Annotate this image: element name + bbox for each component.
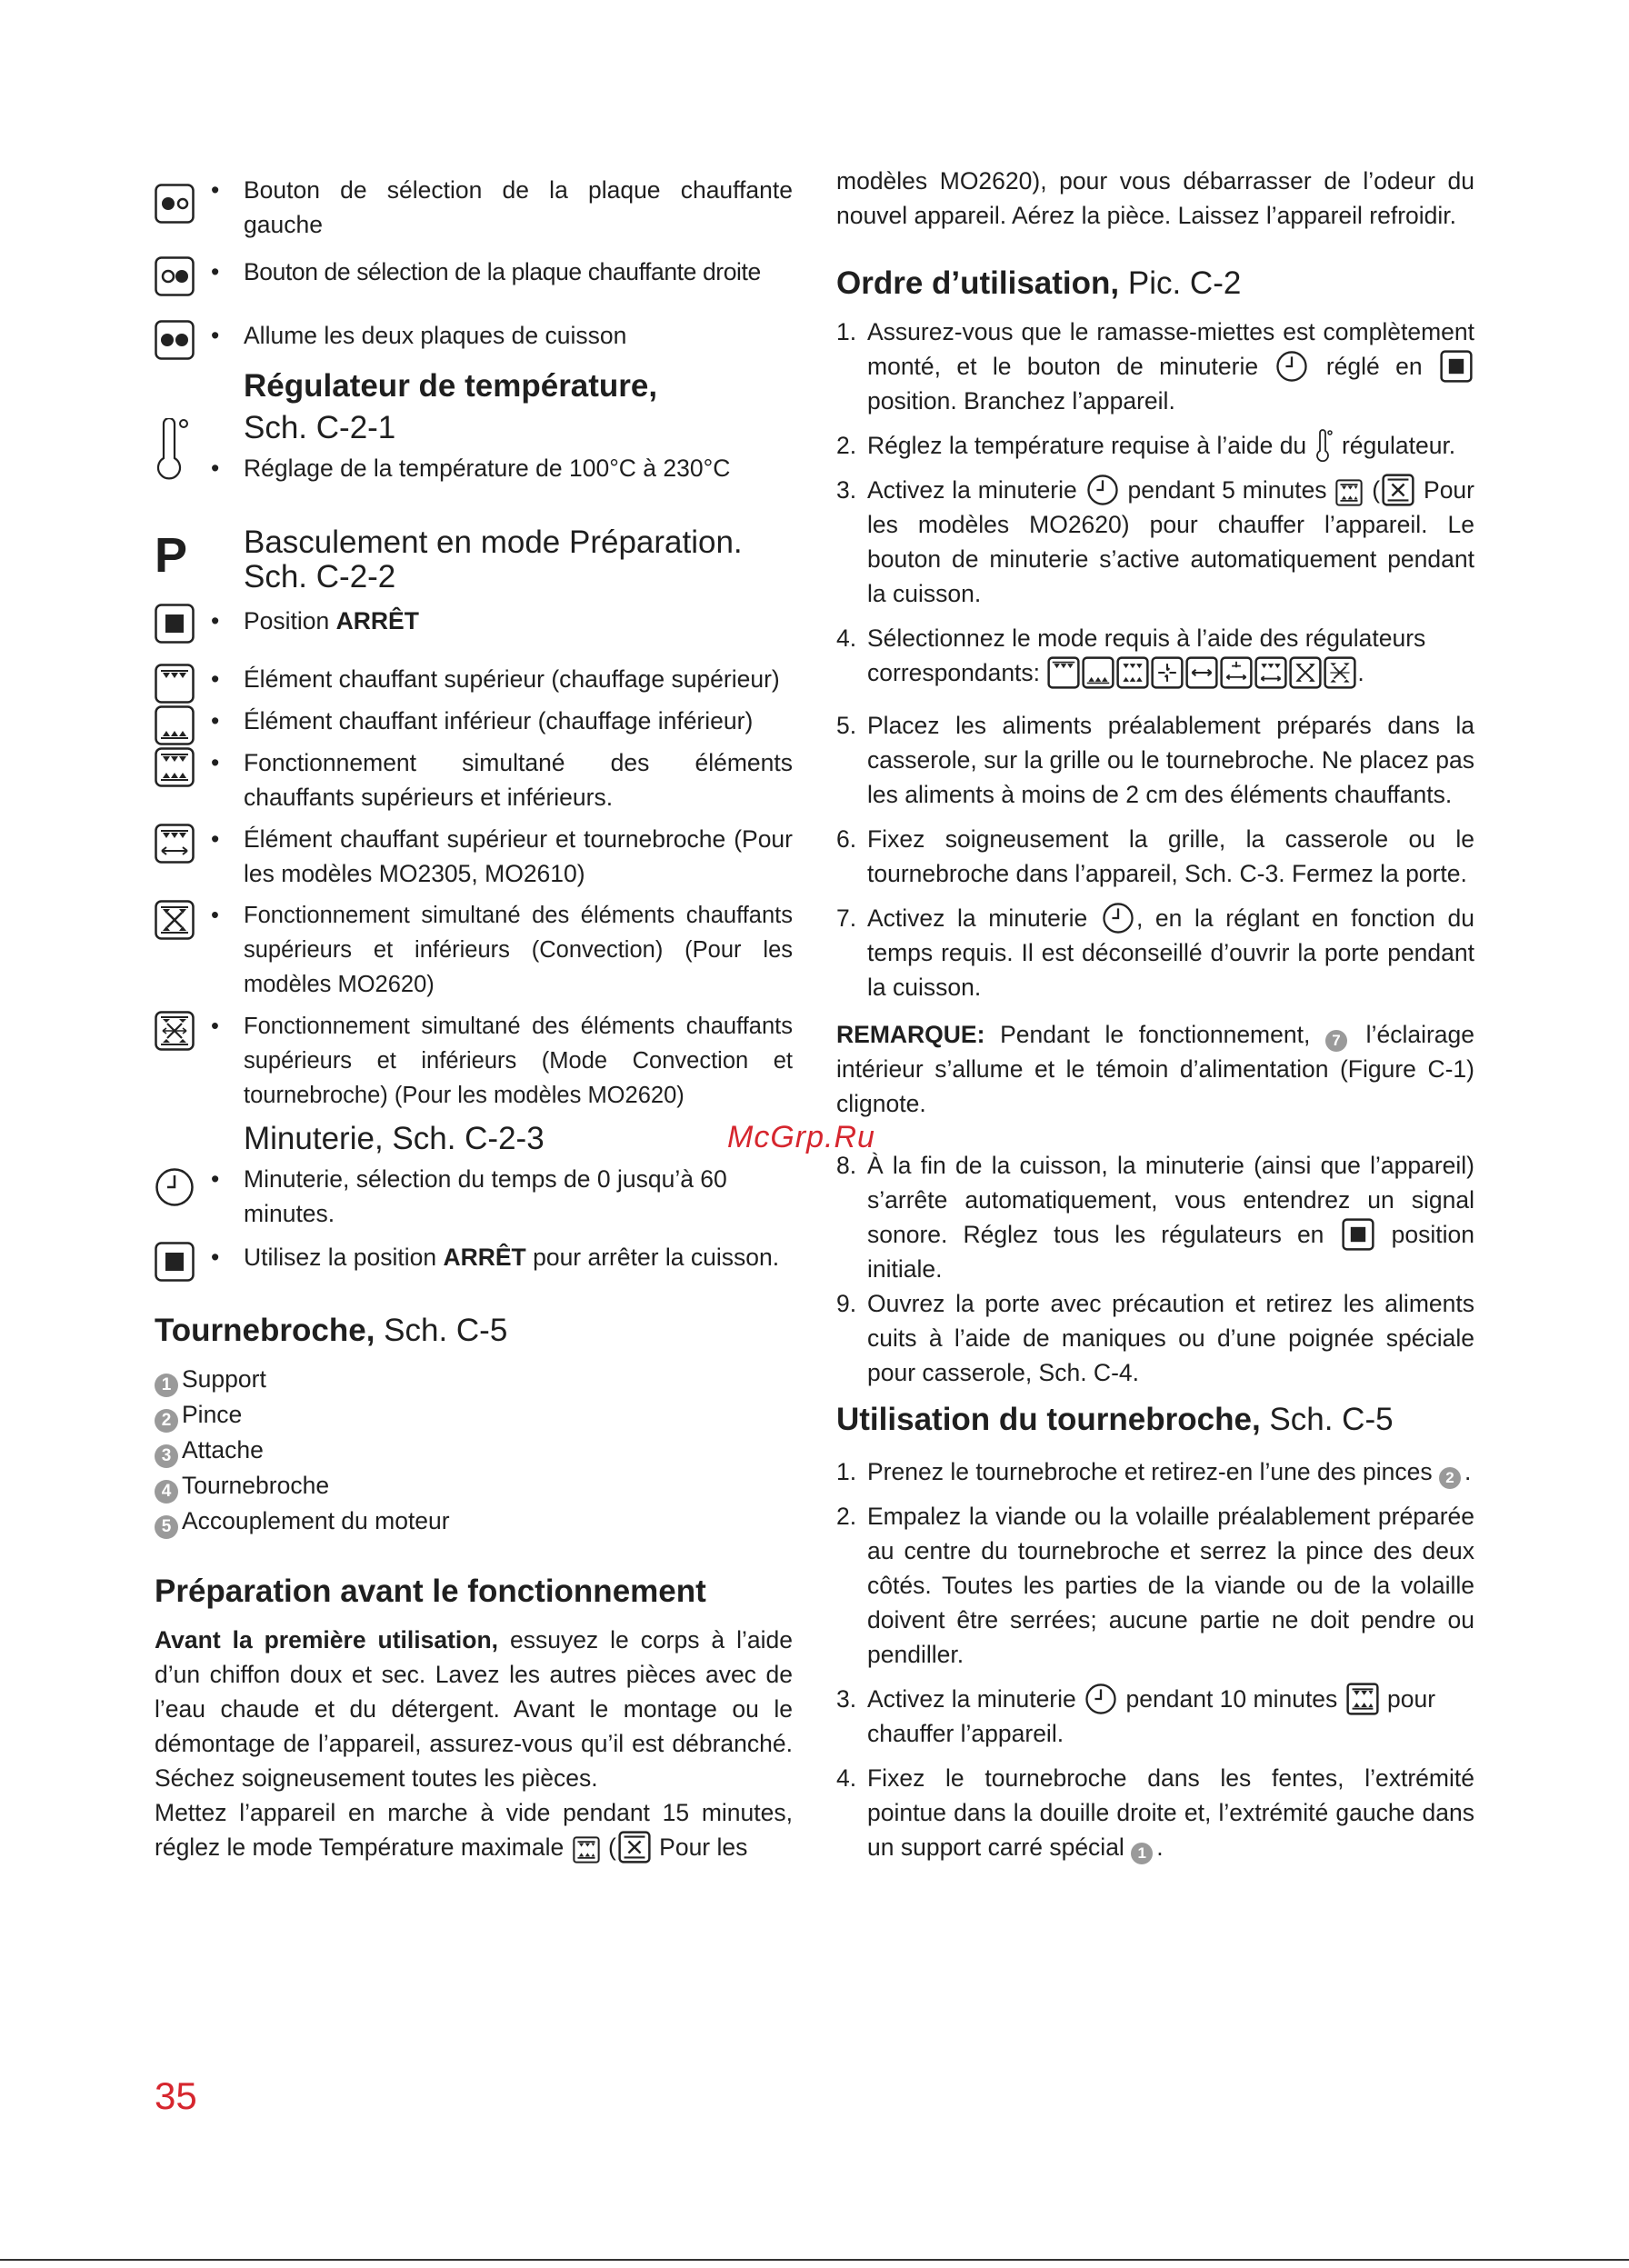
preparation-paragraph-2: Mettez l’appareil en marche à vide pendant 15 minutes, réglez le mode Température maximale ( Pour les — [155, 1795, 793, 1864]
watermark: McGrp.Ru — [727, 1120, 875, 1154]
hotplate-left-item: • Bouton de sélection de la plaque chauffante gauche — [155, 173, 793, 242]
top-bottom-heat-icon — [155, 747, 195, 787]
thermometer-icon — [1315, 429, 1334, 462]
mode-item-top-bottom: • Fonctionnement simultané des éléments chauffants supérieurs et inférieurs. — [155, 745, 793, 814]
mode-item-bottom-heat: • Élément chauffant inférieur (chauffage inférieur) — [155, 704, 793, 738]
rotisserie-steps-list — [836, 1454, 1474, 1864]
list-item: 9. Ouvrez la porte avec précaution et retirez les aliments cuits à l’aide de maniques ou d’une poignée spéciale pour casserole, Sch. C-4. — [836, 1290, 1474, 1386]
timer-heading: Minuterie, Sch. C-2-3 — [244, 1121, 545, 1156]
mode-item-top-rotisserie: • Élément chauffant supérieur et tournebroche (Pour les modèles MO2305, MO2610) — [155, 822, 793, 891]
convection-icon — [1288, 656, 1323, 689]
timer-icon — [1086, 474, 1119, 506]
hotplate-right-text: Bouton de sélection de la plaque chauffante droite — [244, 258, 761, 285]
note-paragraph: REMARQUE: Pendant le fonctionnement, 7 l’éclairage intérieur s’allume et le témoin d’alimentation (Figure C-1) clignote. — [836, 1021, 1474, 1117]
preparation-heading: Préparation avant le fonctionnement — [155, 1574, 706, 1609]
mode-item-convection-rotisserie: • Fonctionnement simultané des éléments chauffants supérieurs et inférieurs (Mode Convection et tournebroche) (Pour les modèles MO2620) — [155, 1009, 793, 1113]
rotisserie-icon — [1184, 656, 1219, 689]
mode-heading-ref: Sch. C-2-2 — [244, 559, 396, 594]
fan-icon — [1150, 656, 1184, 689]
list-item: 3. Activez la minuterie pendant 10 minutes pour chauffer l’appareil. — [836, 1682, 1474, 1751]
page-number: 35 — [155, 2074, 197, 2117]
order-heading: Ordre d’utilisation, Pic. C-2 — [836, 265, 1242, 301]
left-hotplate-icon — [155, 184, 195, 224]
off-position-icon — [155, 604, 195, 644]
list-item: 4 Tournebroche — [155, 1468, 793, 1504]
convection-icon — [618, 1831, 651, 1863]
list-item: 1. Assurez-vous que le ramasse-miettes est complètement monté, et le bouton de minuterie réglé en position. Branchez l’appareil. — [836, 318, 1474, 415]
hotplate-left-text: Bouton de sélection de la plaque chauffante gauche — [244, 176, 793, 238]
convection-icon — [155, 900, 195, 940]
list-item: 7. Activez la minuterie , en la réglant en fonction du temps requis. Il est déconseillé d’ouvrir la porte pendant la cuisson. — [836, 901, 1474, 1004]
mode-p-letter: P — [155, 528, 188, 583]
list-item: 4. Fixez le tournebroche dans les fentes, l’extrémité pointue dans la douille droite et, l’extrémité gauche dans un support carré spécial 1 . — [836, 1761, 1474, 1864]
rotisserie-heading: Tournebroche, Sch. C-5 — [155, 1313, 508, 1348]
timer-icon — [1084, 1683, 1117, 1715]
list-item: 2. Empalez la viande ou la volaille préalablement préparée au centre du tournebroche et serrez la pince des deux côtés. Toutes les parties de la viande ou de la volaille doivent être serrées; aucune partie ne doit pendre ou pendiller. — [836, 1503, 1474, 1668]
timer-icon — [1275, 350, 1308, 383]
convection-rotisserie-icon — [1323, 656, 1357, 689]
list-item: 1 Support — [155, 1362, 793, 1397]
top-heat-icon — [1046, 656, 1081, 689]
top-bottom-heat-icon — [1346, 1683, 1379, 1715]
timer-section — [155, 1118, 793, 1160]
mode-off-item: • Position ARRÊT — [155, 604, 793, 638]
off-position-icon — [1342, 1218, 1374, 1251]
list-item: 6. Fixez soigneusement la grille, la casserole ou le tournebroche dans l’appareil, Sch. C-3. Fermez la porte. — [836, 825, 1474, 887]
fan-rotisserie-icon — [1219, 656, 1254, 689]
mode-item-top-heat: • Élément chauffant supérieur (chauffage supérieur) — [155, 662, 793, 696]
left-column — [155, 173, 793, 1864]
timer-off-item: • Utilisez la position ARRÊT pour arrêter la cuisson. — [155, 1240, 793, 1274]
top-heat-icon — [155, 664, 195, 704]
timer-icon — [1102, 902, 1134, 934]
mode-heading: Basculement en mode Préparation. — [244, 525, 743, 560]
rotisserie-use-heading: Utilisation du tournebroche, Sch. C-5 — [836, 1402, 1394, 1437]
both-hotplates-item: • Allume les deux plaques de cuisson — [155, 318, 793, 353]
off-position-icon — [155, 1242, 195, 1282]
list-item: 2. Réglez la température requise à l’aide du régulateur. — [836, 428, 1474, 463]
preparation-paragraph: Avant la première utilisation, essuyez le corps à l’aide d’un chiffon doux et sec. Lavez les autres pièces avec de l’eau chaude et du détergent. Avant le montage ou le démontage de l’appareil, assurez-vous qu’il est débranché. Séchez soigneusement toutes les pièces. — [155, 1626, 793, 1792]
temperature-range-text: Réglage de la température de 100°C à 230°C — [244, 455, 731, 482]
both-hotplates-icon — [155, 320, 195, 360]
intro-continuation: modèles MO2620), pour vous débarrasser de l’odeur du nouvel appareil. Aérez la pièce. Laissez l’appareil refroidir. — [836, 167, 1474, 229]
bottom-rule — [0, 2259, 1629, 2261]
list-item: 5. Placez les aliments préalablement préparés dans la casserole, sur la grille ou le tournebroche. Ne placez pas les aliments à moins de 2 cm des éléments chauffants. — [836, 712, 1474, 808]
list-item: 3 Attache — [155, 1433, 793, 1468]
temperature-heading-ref: Sch. C-2-1 — [244, 410, 396, 445]
order-steps-list — [836, 315, 1474, 1004]
list-item: 5 Accouplement du moteur — [155, 1504, 793, 1539]
mode-icons-row — [1046, 656, 1357, 698]
both-hotplates-text: Allume les deux plaques de cuisson — [244, 322, 627, 349]
list-item: 4. Sélectionnez le mode requis à l’aide des régulateurs correspondants: . — [836, 621, 1474, 698]
mode-section — [155, 525, 793, 594]
bottom-heat-icon — [1081, 656, 1115, 689]
list-item: 3. Activez la minuterie pendant 5 minutes ( Pour les modèles MO2620) pour chauffer l’appareil. Le bouton de minuterie s’active automatiquement pendant la cuisson. — [836, 473, 1474, 611]
temperature-heading: Régulateur de température, — [244, 368, 658, 404]
off-position-icon — [1440, 350, 1473, 383]
top-heat-rotisserie-icon — [155, 824, 195, 864]
timer-item: • Minuterie, sélection du temps de 0 jusqu’à 60 minutes. — [155, 1162, 793, 1231]
right-column — [836, 164, 1474, 1874]
top-bottom-heat-icon — [1335, 479, 1363, 506]
list-item: 8. À la fin de la cuisson, la minuterie (ainsi que l’appareil) s’arrête automatiquement, vous entendrez un signal sonore. Réglez tous les régulateurs en position initiale. — [836, 1152, 1474, 1283]
final-steps-list — [836, 1148, 1474, 1390]
top-bottom-heat-icon — [1115, 656, 1150, 689]
temperature-section: Régulateur de température, Sch. C-2-1 • Réglage de la température de 100°C à 230°C — [155, 365, 793, 485]
thermometer-icon — [155, 418, 191, 485]
right-hotplate-icon — [155, 256, 195, 296]
convection-icon — [1382, 474, 1414, 506]
timer-icon — [155, 1167, 195, 1207]
hotplate-right-item: • Bouton de sélection de la plaque chauffante droite — [155, 255, 793, 289]
mode-item-convection: • Fonctionnement simultané des éléments chauffants supérieurs et inférieurs (Convection) (Pour les modèles MO2620) — [155, 898, 793, 1002]
list-item: 2 Pince — [155, 1397, 793, 1433]
top-heat-rotisserie-icon — [1254, 656, 1288, 689]
list-item: 1. Prenez le tournebroche et retirez-en l’une des pinces 2 . — [836, 1454, 1474, 1489]
top-bottom-heat-icon — [573, 1836, 600, 1863]
rotisserie-parts-list — [155, 1362, 793, 1539]
convection-rotisserie-icon — [155, 1011, 195, 1051]
bottom-heat-icon — [155, 705, 195, 745]
